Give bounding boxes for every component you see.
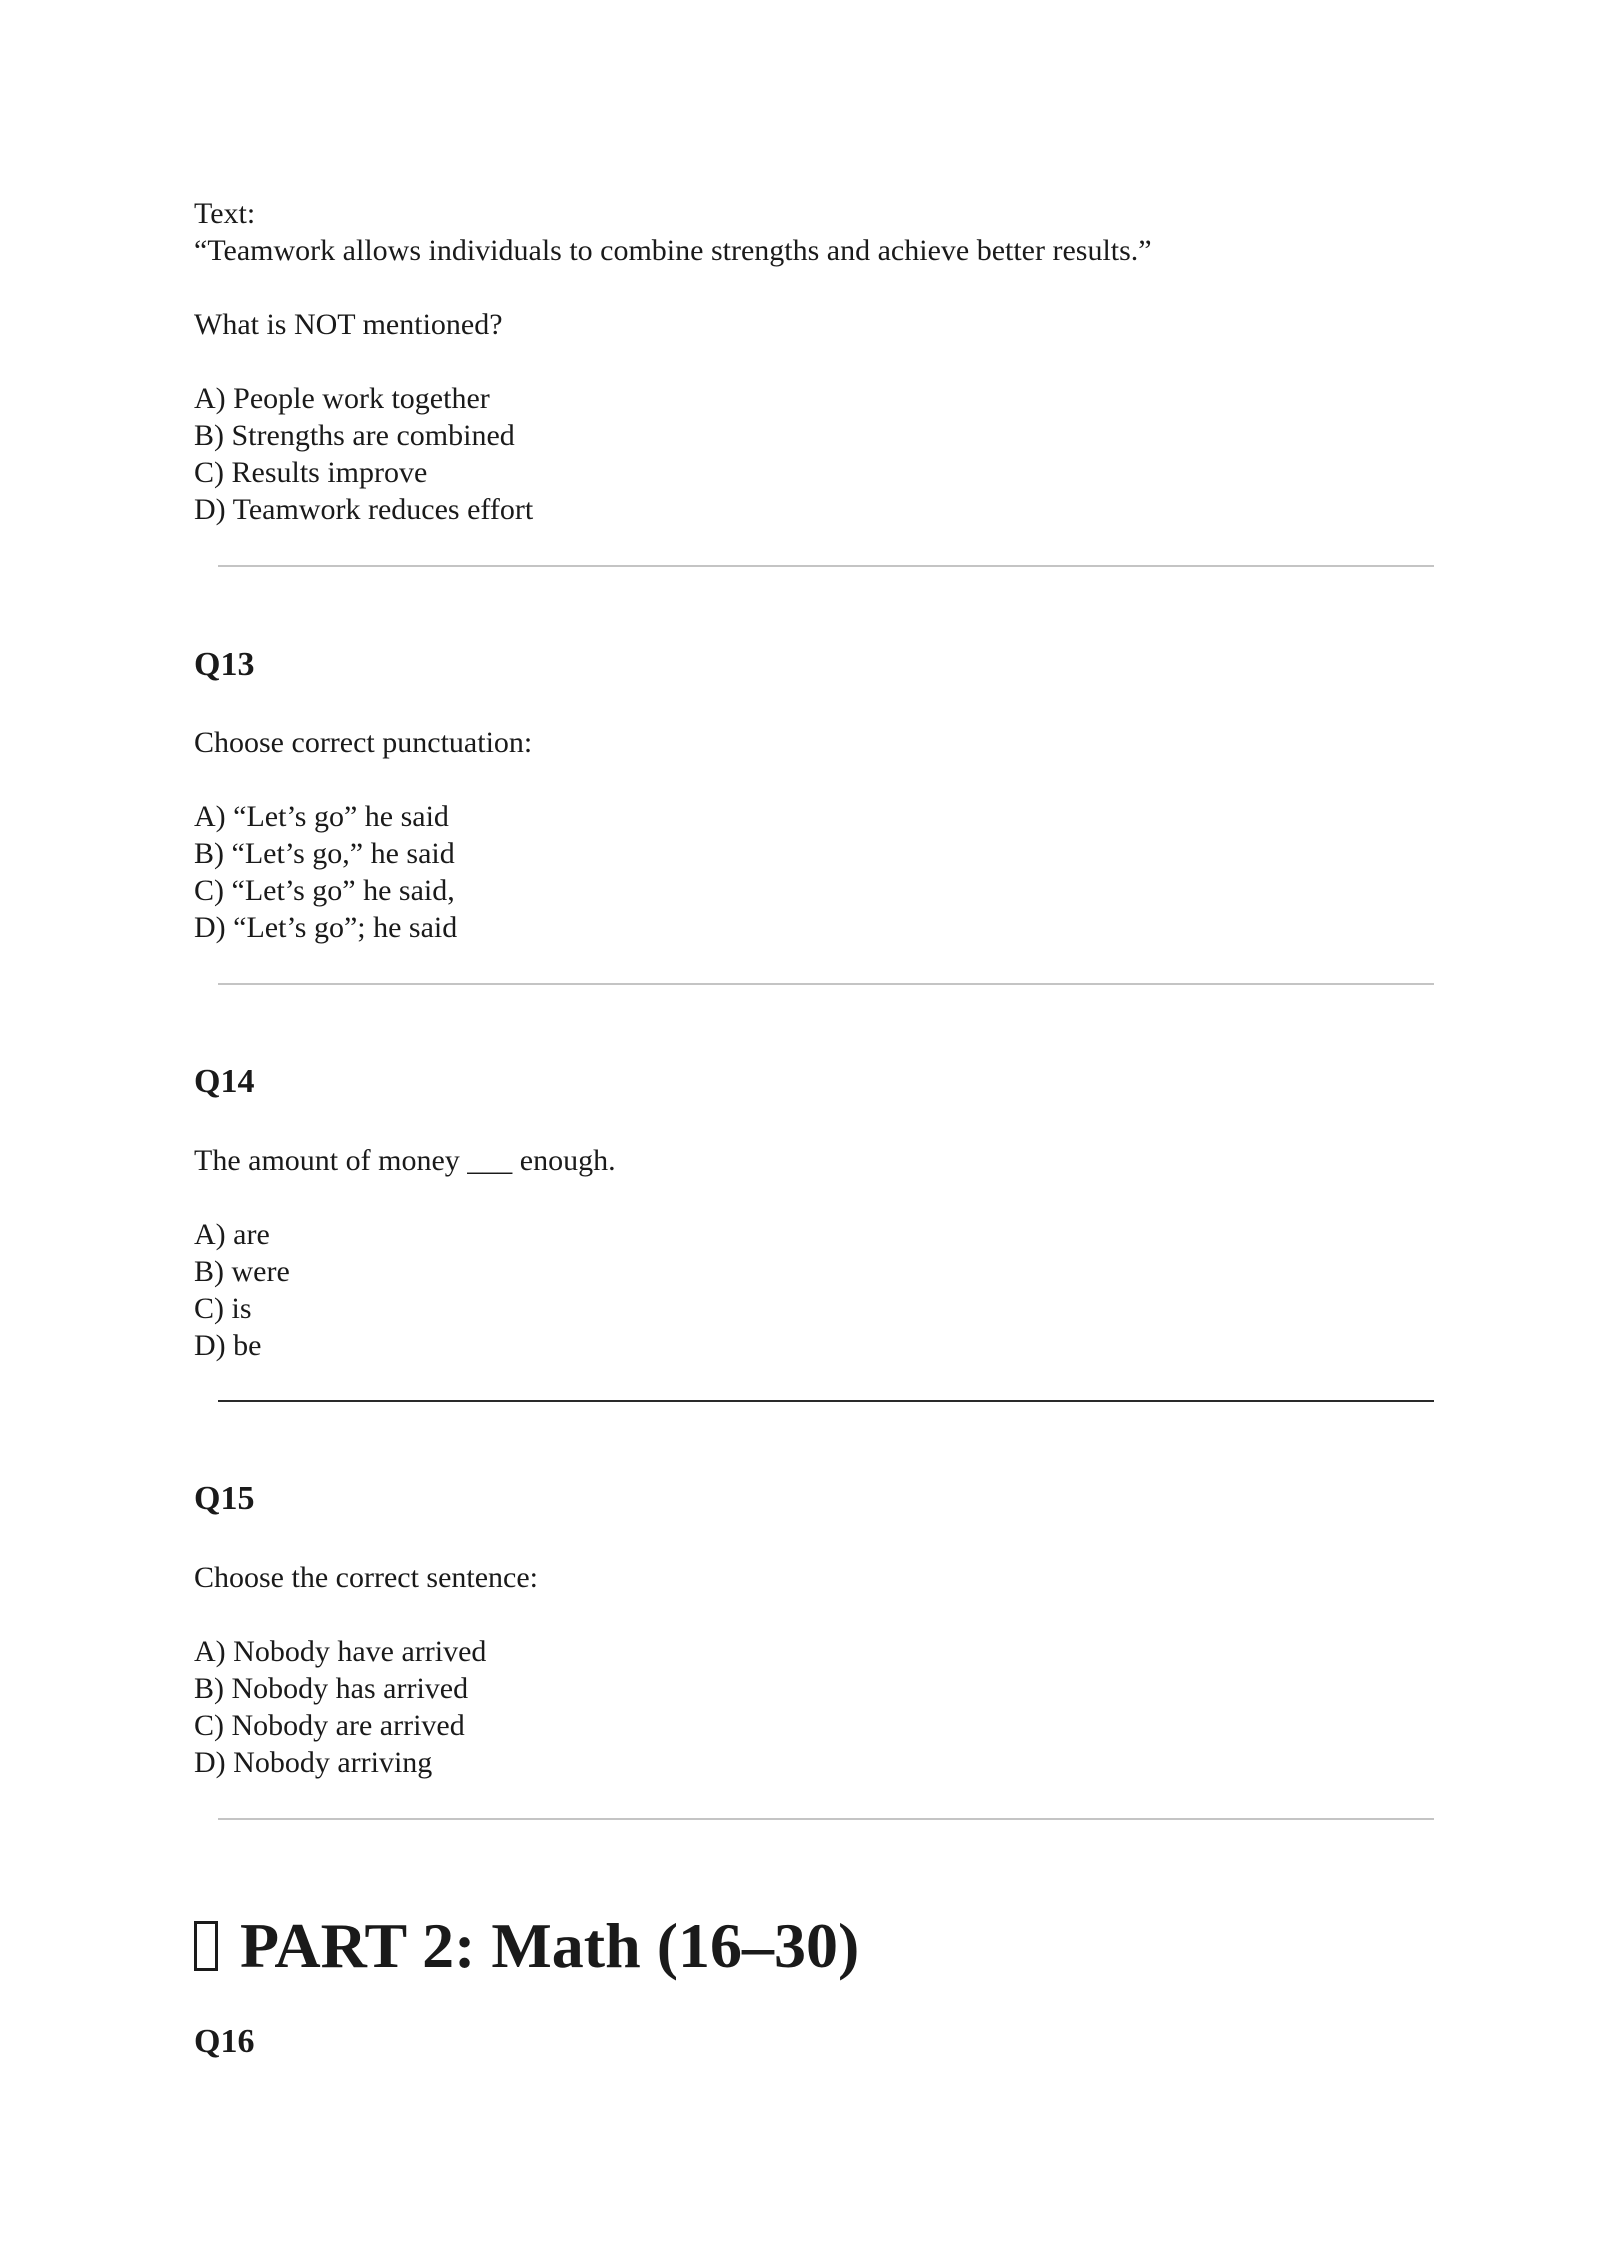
horizontal-divider xyxy=(218,565,1434,567)
question-prompt: What is NOT mentioned? xyxy=(194,308,503,341)
option-b: B) Nobody has arrived xyxy=(194,1672,469,1705)
option-d: D) “Let’s go”; he said xyxy=(194,911,458,944)
text-label: Text: xyxy=(194,197,256,230)
question-title: Q15 xyxy=(194,1480,255,1517)
option-d: D) be xyxy=(194,1329,262,1362)
question-title: Q14 xyxy=(194,1063,255,1100)
option-a: A) “Let’s go” he said xyxy=(194,800,449,833)
question-title: Q13 xyxy=(194,646,255,683)
horizontal-divider xyxy=(218,1400,1434,1402)
question-prompt: Choose correct punctuation: xyxy=(194,726,533,759)
option-b: B) were xyxy=(194,1255,290,1288)
option-c: C) Results improve xyxy=(194,456,428,489)
horizontal-divider xyxy=(218,1818,1434,1820)
option-b: B) Strengths are combined xyxy=(194,419,515,452)
option-c: C) Nobody are arrived xyxy=(194,1709,465,1742)
option-c: C) is xyxy=(194,1292,252,1325)
question-prompt: The amount of money ___ enough. xyxy=(194,1144,616,1177)
question-title: Q16 xyxy=(194,2023,255,2060)
quoted-text: “Teamwork allows individuals to combine strengths and achieve better results.” xyxy=(194,234,1152,267)
question-prompt: Choose the correct sentence: xyxy=(194,1561,539,1594)
option-b: B) “Let’s go,” he said xyxy=(194,837,455,870)
option-a: A) are xyxy=(194,1218,270,1251)
section-heading xyxy=(194,1908,859,1984)
horizontal-divider xyxy=(218,983,1434,985)
option-d: D) Nobody arriving xyxy=(194,1746,433,1779)
option-d: D) Teamwork reduces effort xyxy=(194,493,534,526)
missing-glyph-icon xyxy=(194,1921,218,1971)
option-a: A) People work together xyxy=(194,382,490,415)
option-c: C) “Let’s go” he said, xyxy=(194,874,455,907)
section-heading-text: PART 2: Math (16–30) xyxy=(240,1910,860,1981)
option-a: A) Nobody have arrived xyxy=(194,1635,487,1668)
